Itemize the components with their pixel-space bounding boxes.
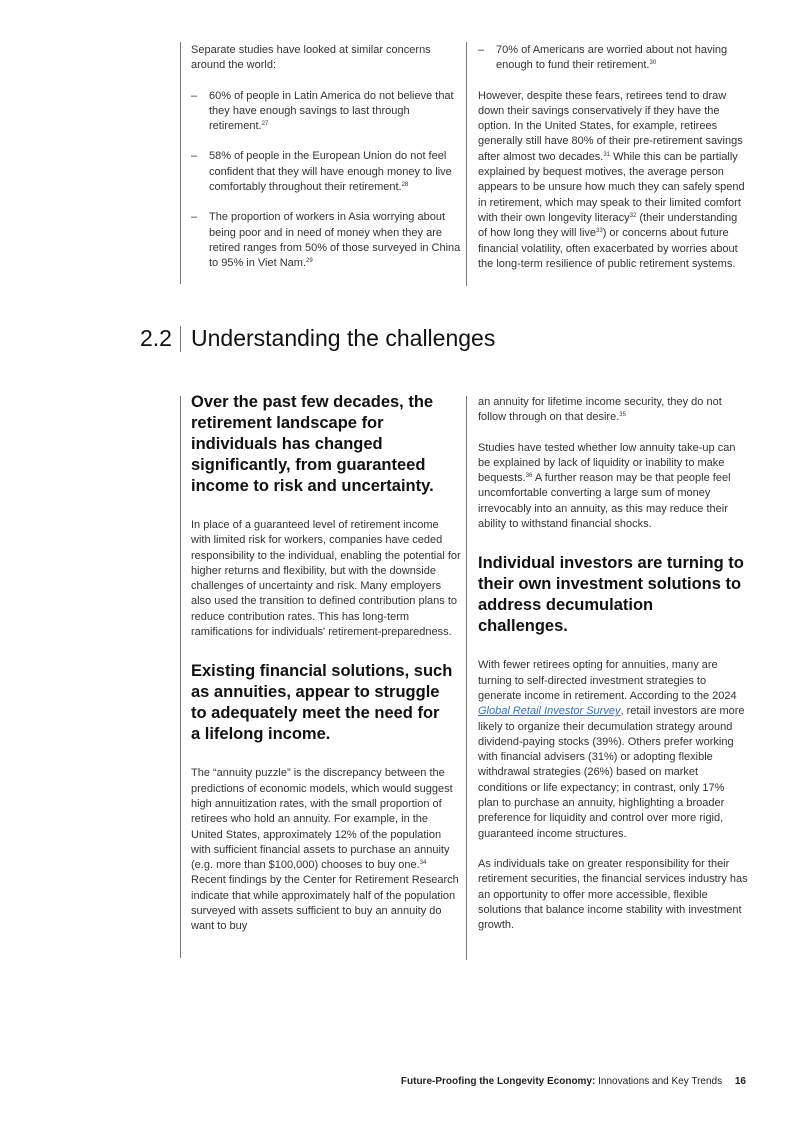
column-rule-top-left <box>180 42 181 284</box>
footnote-ref[interactable]: 29 <box>306 258 313 265</box>
heading-retirement-landscape: Over the past few decades, the retirement landscape for individuals has changed significantly, from guaranteed income to risk and uncertainty. <box>191 393 434 495</box>
column-rule-top-right <box>466 42 467 286</box>
footnote-ref[interactable]: 31 <box>603 151 611 158</box>
column-rule-left <box>180 396 181 958</box>
footer-title-bold: Future-Proofing the Longevity Economy: <box>400 1076 596 1087</box>
footnote-ref[interactable]: 30 <box>649 60 657 67</box>
heading-individual-investors: Individual investors are turning to their own investment solutions to address decumulation challenges. <box>478 554 744 636</box>
bullet-text: 58% of people in the European Union do not feel confident that they will have enough money to live comfortably throughout their retirement. <box>209 150 452 194</box>
right-column <box>478 395 748 933</box>
bullet-european-union <box>191 149 461 195</box>
text-run: However, despite these fears, retirees tend to draw down their savings conservatively if they have the option. In the United States, for example, retirees generally still have 80% of their pre-retirement savings after almost two decades. <box>478 89 743 163</box>
text-run: , retail investors are more likely to organize their decumulation strategy around dividend-paying stocks (39%). Others prefer working with financial advisers (31%) or adopting flexible withdrawal strategies (26%) based on market conditions or life expectancy; in contrast, only 17% plan to purchase an annuity, highlighting a broader preference for liquidity and control over more rigid, guaranteed income structures. <box>478 705 745 840</box>
left-column <box>191 392 461 935</box>
dash-marker: – <box>191 150 198 163</box>
drawdown-paragraph <box>478 89 748 273</box>
bullet-text: 70% of Americans are worried about not having enough to fund their retirement. <box>496 44 728 72</box>
text-run: ) or concerns about future financial volatility, often exacerbated by worries about the long-term resilience of public retirement systems. <box>478 227 738 270</box>
heading-annuities: Existing financial solutions, such as annuities, appear to struggle to adequately meet the need for a lifelong income. <box>191 662 453 744</box>
section-number: 2.2 <box>140 325 172 351</box>
top-right-column <box>478 43 748 272</box>
text-run: With fewer retirees opting for annuities, many are turning to self-directed investment strategies to generate income in retirement. According to the 2024 <box>478 659 737 702</box>
bullet-text: 60% of people in Latin America do not believe that they have enough savings to last through retirement. <box>209 89 454 133</box>
text-run: While this can be partially explained by bequest motives, the average person appears to be unsure how much they can safely spend in retirement, which may speak to their limited comfort with their own longevity literacy <box>478 150 745 224</box>
footnote-ref[interactable]: 34 <box>419 860 427 867</box>
footnote-ref[interactable]: 35 <box>619 412 626 419</box>
section-rule <box>180 326 181 352</box>
top-left-column <box>191 43 461 272</box>
self-directed-paragraph <box>478 658 748 842</box>
text-run: an annuity for lifetime income security, they do not follow through on that desire. <box>478 396 722 424</box>
page-number: 16 <box>734 1076 746 1087</box>
footnote-ref[interactable]: 32 <box>629 212 637 219</box>
annuity-puzzle-paragraph <box>191 766 461 934</box>
guaranteed-income-paragraph: In place of a guaranteed level of retirement income with limited risk for workers, companies have ceded responsibility to the individual, enabling the potential for higher returns and flexibility, but with the downside challenges of uncertainty and risk. Many employers also used the transition to defined contribution plans to reduce contribution rates. This has long-term ramifications for individuals' retirement-preparedness. <box>191 519 461 639</box>
intro-paragraph: Separate studies have looked at similar concerns around the world: <box>191 44 431 72</box>
dash-marker: – <box>191 89 198 102</box>
dash-marker: – <box>191 211 198 224</box>
bullet-asia <box>191 210 461 271</box>
footnote-ref[interactable]: 33 <box>596 228 603 235</box>
text-run: Studies have tested whether low annuity take-up can be explained by lack of liquidity or inability to make bequests. <box>478 441 736 485</box>
dash-marker: – <box>478 44 485 56</box>
text-run: A further reason may be that people feel uncomfortable converting a large sum of money irrevocably into an annuity, as this may reduce their ability to withstand financial shocks. <box>478 472 731 531</box>
footnote-ref[interactable]: 36 <box>525 473 533 480</box>
text-run: The “annuity puzzle” is the discrepancy between the predictions of economic models, which would suggest high annuitization rates, with the small proportion of retirees who hold an annuity. For example, in the United States, approximately 12% of the population with sufficient financial assets to purchase an annuity (e.g. more than $100,000) chooses to buy one. <box>191 767 453 872</box>
text-run: (their understanding of how long they will live <box>478 211 738 240</box>
responsibility-paragraph: As individuals take on greater responsibility for their retirement securities, the financial services industry has an opportunity to offer more accessible, flexible solutions that balance income stability with investment growth. <box>478 857 748 932</box>
liquidity-paragraph <box>478 441 748 533</box>
lifetime-income-paragraph <box>478 395 748 426</box>
footnote-ref[interactable]: 28 <box>401 182 409 189</box>
survey-link[interactable]: Global Retail Investor Survey <box>478 705 621 718</box>
section-title: Understanding the challenges <box>191 325 496 351</box>
text-run: Recent findings by the Center for Retirement Research indicate that while approximately half of the population surveyed with assets sufficient to buy an annuity do want to buy <box>191 874 459 933</box>
footnote-ref[interactable]: 27 <box>261 121 269 128</box>
bullet-text: The proportion of workers in Asia worrying about being poor and in need of money when they are retired ranges from 50% of those surveyed in China to 95% in Viet Nam. <box>209 211 461 270</box>
page-footer <box>401 1076 746 1087</box>
footer-title-rest: Innovations and Key Trends <box>595 1076 723 1087</box>
column-rule-right <box>466 396 467 960</box>
bullet-americans <box>478 43 748 74</box>
bullet-latin-america <box>191 89 461 135</box>
